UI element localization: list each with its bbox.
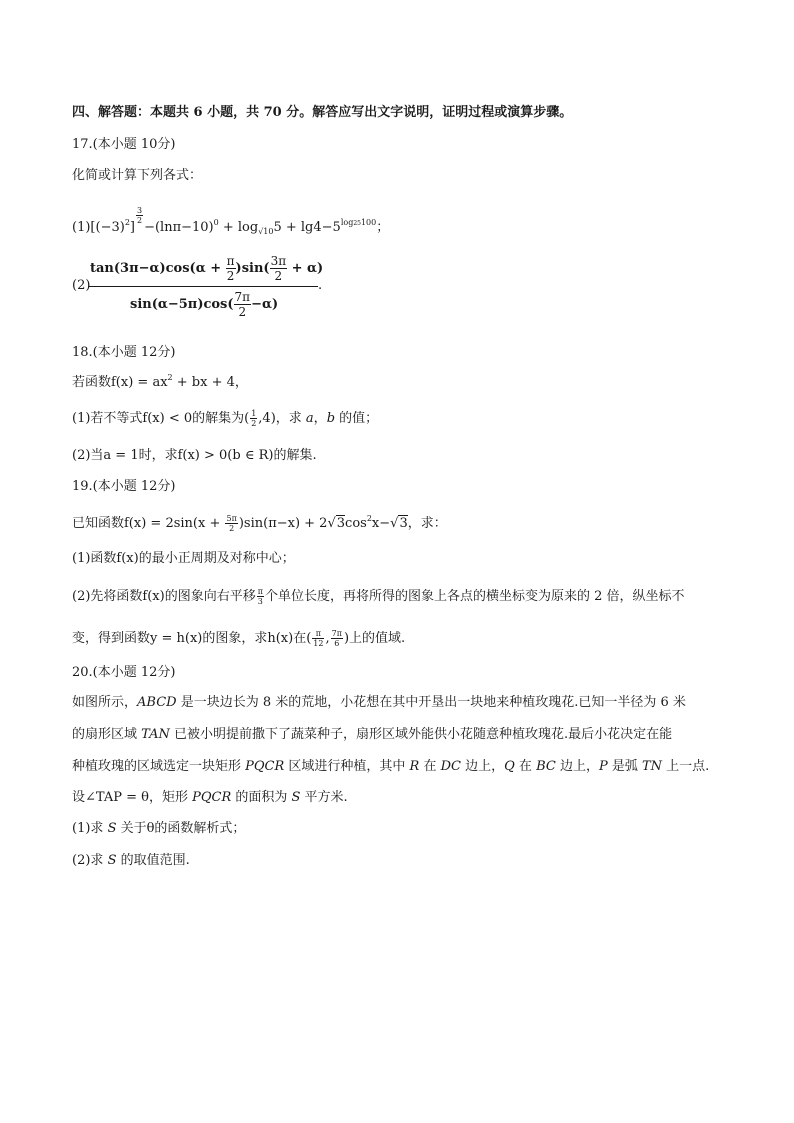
problem-20-line3 [72, 758, 709, 776]
problem-20-q2 [72, 852, 190, 870]
text: 边上， [460, 759, 505, 774]
text: 种植玫瑰的区域选定一块矩形 [72, 759, 246, 774]
text: (2)求 [72, 853, 108, 868]
problem-18-q2: (2)当a = 1时，求f(x) > 0(b ∈ R)的解集. [72, 448, 317, 463]
inline-fraction [234, 290, 252, 319]
exponent: 2 [124, 218, 130, 227]
expr-text: )上的值域. [343, 631, 406, 646]
exponent-log [341, 218, 376, 227]
sqrt-radicand: 3 [336, 516, 346, 531]
variable: R [409, 759, 420, 774]
inline-fraction [225, 514, 237, 533]
problem-20-line2 [72, 726, 672, 744]
problem-18-header: 18.(本小题 12分) [72, 345, 176, 360]
text: 在 [514, 759, 537, 774]
text: 平方米. [300, 790, 348, 805]
text: 上一点. [662, 759, 710, 774]
text: 关于θ的函数解析式； [116, 821, 246, 836]
text: 已被小明提前撒下了蔬菜种子，扇形区域外能供小花随意种植玫瑰花.最后小花决定在能 [169, 727, 673, 742]
inline-fraction [270, 254, 288, 283]
text: 是弧 [607, 759, 642, 774]
variable: S [107, 853, 117, 868]
text: (1)求 [72, 821, 108, 836]
problem-19-q2-line1 [72, 587, 685, 606]
expr-text: ，求： [407, 516, 447, 531]
exponent: 2 [366, 514, 372, 523]
problem-20-q1 [72, 820, 245, 838]
problem-20-line1 [72, 694, 686, 712]
expr-text: 已知函数f(x) = 2sin(x + [72, 516, 225, 531]
fraction-numerator: π [257, 587, 263, 596]
part-label: (2) [72, 278, 91, 293]
problem-19-header: 19.(本小题 12分) [72, 479, 176, 494]
punctuation: ； [376, 220, 390, 235]
text: 的取值范围. [116, 853, 190, 868]
fraction-numerator: 7π [331, 629, 342, 638]
expr-text: x− [371, 516, 391, 531]
expr-text: )sin( [235, 261, 270, 276]
problem-17-part1 [72, 206, 389, 237]
inline-fraction [331, 629, 343, 648]
problem-20-line4 [72, 789, 348, 807]
problem-20-header: 20.(本小题 12分) [72, 665, 176, 680]
expr-text: [(−3) [90, 220, 125, 235]
fraction-numerator: 3π [270, 254, 287, 268]
expr-text: 5 + lg4−5 [273, 220, 341, 235]
inline-fraction [226, 254, 236, 283]
expr-text: (2)先将函数f(x)的图象向右平移 [72, 589, 256, 604]
fraction-numerator: π [312, 629, 324, 639]
variable: ABCD [137, 695, 177, 710]
fraction-numerator [90, 254, 323, 283]
expr-text: −(lnπ−10) [144, 220, 214, 235]
text: 的扇形区域 [72, 727, 142, 742]
fraction-numerator: 3 [136, 206, 143, 215]
expr-text: 的值； [335, 411, 379, 426]
expr-text: + log [218, 220, 259, 235]
inline-fraction [257, 587, 264, 606]
problem-17-header: 17.(本小题 10分) [72, 137, 176, 152]
expr-text: ,4)，求 [258, 411, 306, 426]
expr-text: (1)若不等式f(x) < 0的解集为( [72, 411, 250, 426]
expr-text: cos [345, 516, 367, 531]
fraction-denominator: 2 [274, 269, 283, 283]
text: 边上， [555, 759, 599, 774]
expr-text: sin(α−5π)cos( [130, 297, 234, 312]
problem-19-q2-line2 [72, 629, 405, 648]
variable: TAN [141, 727, 170, 742]
exponent: 0 [213, 218, 219, 227]
problem-19-q1: (1)函数f(x)的最小正周期及对称中心； [72, 551, 295, 566]
sqrt-radicand: 3 [399, 516, 408, 531]
fraction-numerator: 7π [234, 290, 251, 304]
problem-17-intro: 化简或计算下列各式： [72, 168, 203, 183]
fraction-denominator: 2 [229, 524, 235, 533]
expr-text: ， [313, 411, 327, 426]
variable: PQCR [245, 759, 285, 774]
fraction-denominator: 6 [334, 639, 340, 648]
fraction-denominator: 2 [251, 419, 257, 428]
fraction-numerator: π [226, 254, 235, 268]
variable: S [291, 790, 301, 805]
variable: a [305, 411, 314, 426]
variable: BC [536, 759, 556, 774]
variable: TN [641, 759, 663, 774]
log-arg: 100 [360, 218, 377, 227]
text: 在 [419, 759, 441, 774]
text: 区域进行种植，其中 [284, 759, 410, 774]
expr-text: , [325, 631, 330, 646]
problem-18-q1 [72, 409, 378, 428]
punctuation: . [318, 278, 323, 293]
expr-text: 变，得到函数y = h(x)的图象，求h(x)在( [72, 631, 312, 646]
fraction-denominator: 2 [238, 305, 247, 319]
variable: DC [440, 759, 461, 774]
variable: S [107, 821, 117, 836]
expr-text: + α) [287, 261, 324, 276]
fraction-numerator: 5π [226, 514, 237, 523]
fraction-denominator: 2 [226, 269, 235, 283]
text: 如图所示， [72, 695, 138, 710]
log-text: log [340, 218, 354, 227]
part-label: (1) [72, 220, 91, 235]
problem-19-intro: 已知函数f(x) = 2sin(x + $\frac{5\pi}{2}$ )$\sin(\pi-x) + 2√3\cos^2x-√3$，求： [72, 514, 447, 533]
log-base: √10 [258, 227, 274, 236]
text: 的面积为 [231, 790, 292, 805]
exponent: 2 [167, 373, 173, 382]
expr-text: −α) [251, 297, 279, 312]
expr-text: )sin(π−x) + 2 [238, 516, 328, 531]
fraction-numerator: 1 [251, 409, 257, 418]
variable: Q [504, 759, 515, 774]
fraction-denominator: 12 [313, 639, 324, 648]
problem-17-part2 [72, 252, 332, 320]
fraction-denominator: 2 [136, 216, 143, 225]
expr-text: 个单位长度，再将所得的图象上各点的横坐标变为原来的 2 倍，纵坐标不 [264, 589, 685, 604]
log-base: 25 [353, 220, 361, 227]
expr-text: ] [129, 220, 135, 235]
expr-text: tan(3π−α)cos(α + [90, 261, 226, 276]
problem-18-intro [72, 374, 248, 392]
expr-text: + bx + 4， [172, 375, 248, 390]
fraction-denominator: 3 [257, 597, 263, 606]
variable: b [326, 411, 336, 426]
section-heading: 四、解答题：本题共 6 小题，共 70 分。解答应写出文字说明，证明过程或演算步骤。 [72, 105, 573, 120]
fraction-bar [88, 286, 318, 287]
inline-fraction [250, 409, 257, 428]
inline-fraction [312, 629, 324, 648]
fraction-denominator [130, 290, 278, 319]
variable: P [598, 759, 608, 774]
expr-text: 若函数f(x) = ax [72, 375, 168, 390]
variable: PQCR [192, 790, 232, 805]
text: 是一块边长为 8 米的荒地，小花想在其中开垦出一块地来种植玫瑰花.已知一半径为 6 米 [176, 695, 686, 710]
text: 设∠TAP = θ，矩形 [72, 790, 193, 805]
exponent-fraction [136, 206, 143, 225]
